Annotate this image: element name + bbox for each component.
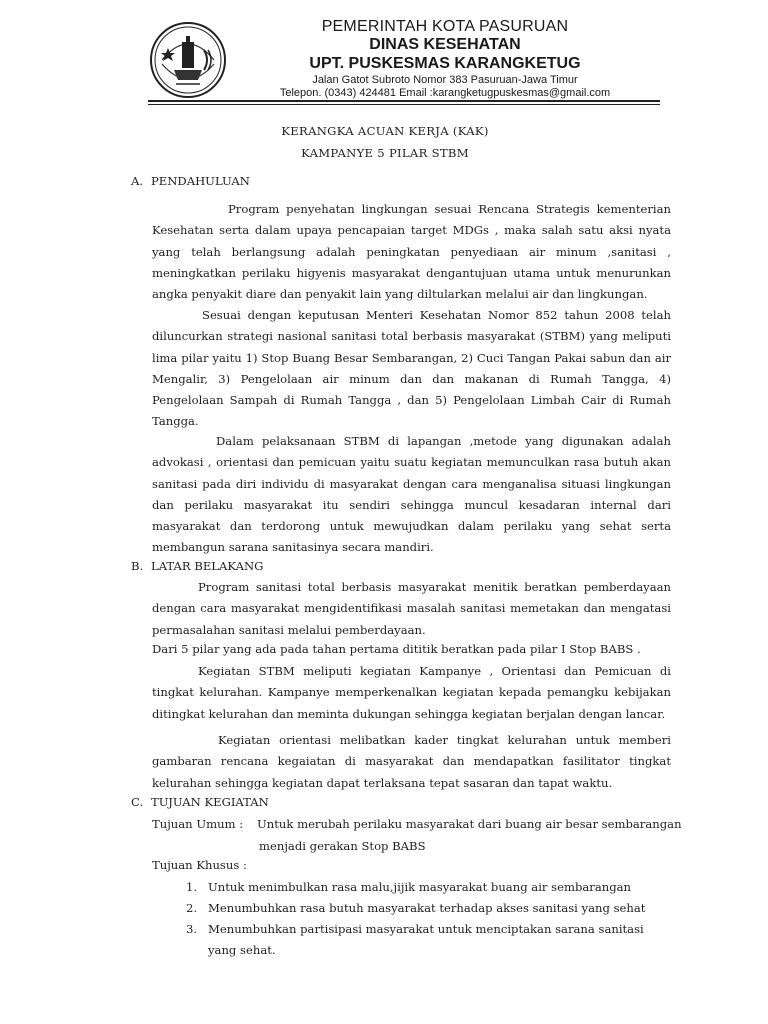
letterhead-divider-thick — [148, 100, 660, 102]
document-subtitle: KAMPANYE 5 PILAR STBM — [301, 146, 469, 160]
list-item: Untuk menimbulkan rasa malu,jijik masyarakat buang air sembarangan — [208, 880, 632, 894]
general-objective-text-cont: menjadi gerakan Stop BABS — [259, 839, 426, 853]
section-b-line: Dari 5 pilar yang ada pada tahan pertama dititik beratkan pada pilar I Stop BABS . — [152, 642, 641, 656]
letterhead-text — [230, 18, 660, 100]
list-item-continuation: yang sehat. — [208, 943, 276, 957]
specific-objective-label: Tujuan Khusus : — [152, 858, 247, 872]
section-a-paragraph-1: Program penyehatan lingkungan sesuai Rencana Strategis kementerian Kesehatan serta dalam upaya pencapaian target MDGs , maka salah satu aksi nyata yang telah berlangsung adalah peningkatan penyediaan air minum ,sanitasi , meningkatkan perilaku higyenis masyarakat dengantujuan utama untuk menurunkan angka penyakit diare dan penyakit lain yang diltularkan melalui air dan lingkungan. — [152, 202, 671, 302]
address-line: Jalan Gatot Subroto Nomor 383 Pasuruan-Jawa Timur — [312, 74, 578, 86]
city-emblem-icon — [148, 20, 228, 100]
section-a-heading — [131, 174, 250, 188]
section-a-paragraph-3: Dalam pelaksanaan STBM di lapangan ,metode yang digunakan adalah advokasi , orientasi dan pemicuan yaitu suatu kegiatan memunculkan rasa butuh akan sanitasi pada diri individu di masyarakat dengan cara menganalisa situasi lingkungan dan perilaku masyarakat itu sendiri sehingga muncul kesadaran internal dari masyarakat dan terdorong untuk mewujudkan dalam perilaku yang sehat serta membangun sarana sanitasinya secara mandiri. — [152, 434, 671, 555]
section-b-paragraph-1: Program sanitasi total berbasis masyarakat menitik beratkan pemberdayaan dengan cara masyarakat mengidentifikasi masalah sanitasi memetakan dan mengatasi permasalahan sanitasi melalui pemberdayaan. — [152, 580, 671, 637]
department-name: DINAS KESEHATAN — [369, 36, 521, 53]
contact-line: Telepon. (0343) 424481 Email :karangketugpuskesmas@gmail.com — [279, 87, 611, 99]
section-b-paragraph-3: Kegiatan orientasi melibatkan kader tingkat kelurahan untuk memberi gambaran rencana kegaiatan di masyarakat dan mendapatkan fasilitator tingkat kelurahan sehingga kegiatan dapat terlaksana tepat sasaran dan tapat waktu. — [152, 733, 671, 790]
letterhead-divider-thin — [148, 104, 660, 105]
section-a-paragraph-2: Sesuai dengan keputusan Menteri Kesehatan Nomor 852 tahun 2008 telah diluncurkan strategi nasional sanitasi total berbasis masyarakat (STBM) yang meliputi lima pilar yaitu 1) Stop Buang Besar Sembarangan, 2) Cuci Tangan Pakai sabun dan air Mengalir, 3) Pengelolaan air minum dan dan makanan di Rumah Tangga, 4) Pengelolaan Sampah di Rumah Tangga , dan 5) Pengelolaan Limbah Cair di Rumah Tangga. — [152, 308, 671, 429]
section-a-title: PENDAHULUAN — [151, 174, 250, 188]
section-c-letter: C. — [131, 795, 144, 809]
section-b-paragraph-2: Kegiatan STBM meliputi kegiatan Kampanye , Orientasi dan Pemicuan di tingkat kelurahan. Kampanye memperkenalkan kegiatan kepada pemangku kebijakan ditingkat kelurahan dan meminta dukungan sehingga kegiatan berjalan dengan lancar. — [152, 664, 671, 721]
document-title: KERANGKA ACUAN KERJA (KAK) — [281, 124, 489, 138]
general-objective-label: Tujuan Umum : — [152, 817, 244, 831]
list-item-number: 2. — [186, 901, 198, 915]
list-item: Menumbuhkan partisipasi masyarakat untuk menciptakan sarana sanitasi — [208, 922, 644, 936]
section-c-heading — [131, 795, 269, 809]
section-b-letter: B. — [131, 559, 144, 573]
section-b-title: LATAR BELAKANG — [151, 559, 264, 573]
section-a-letter: A. — [131, 174, 144, 188]
general-objective-text: Untuk merubah perilaku masyarakat dari buang air besar sembarangan — [257, 817, 682, 831]
section-c-title: TUJUAN KEGIATAN — [151, 795, 269, 809]
list-item-number: 1. — [186, 880, 198, 894]
list-item-number: 3. — [186, 922, 198, 936]
government-name: PEMERINTAH KOTA PASURUAN — [321, 18, 569, 35]
letterhead — [148, 18, 658, 104]
section-b-heading — [131, 559, 263, 573]
institution-name: UPT. PUSKESMAS KARANGKETUG — [309, 55, 581, 72]
list-item: Menumbuhkan rasa butuh masyarakat terhadap akses sanitasi yang sehat — [208, 901, 646, 915]
